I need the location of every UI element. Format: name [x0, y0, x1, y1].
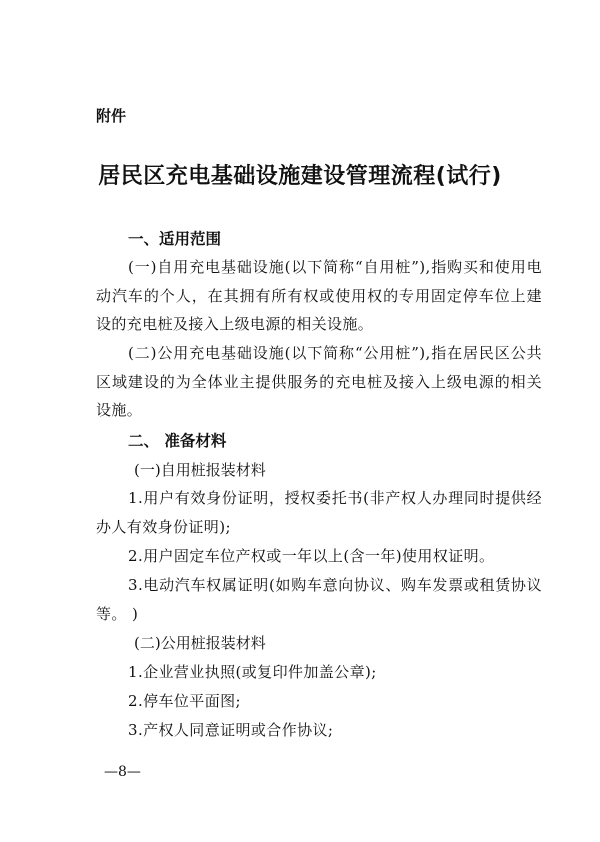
subheading-private-materials: (一)自用桩报装材料 — [134, 461, 266, 479]
attachment-label: 附件 — [96, 107, 127, 125]
list-item: 1.用户有效身份证明，授权委托书(非产权人办理同时提供经办人有效身份证明); — [96, 489, 542, 536]
list-item: 3.电动汽车权属证明(如购车意向协议、购车发票或租赁协议等。 ) — [96, 576, 542, 623]
page-number: —8— — [104, 764, 141, 780]
section-heading-materials: 二、 准备材料 — [128, 432, 227, 450]
list-item: 3.产权人同意证明或合作协议; — [128, 721, 334, 739]
paragraph-public-pile: (二)公用充电基础设施(以下简称“公用桩”),指在居民区公共区域建设的为全体业主提供服务的充电桩及接入上级电源的相关设施。 — [96, 344, 542, 420]
list-item: 2.用户固定车位产权或一年以上(含一年)使用权证明。 — [128, 547, 495, 565]
list-item: 1.企业营业执照(或复印件加盖公章); — [128, 663, 377, 681]
list-item: 2.停车位平面图; — [128, 692, 241, 710]
paragraph-private-pile: (一)自用充电基础设施(以下简称“自用桩”),指购买和使用电动汽车的个人，在其拥有所有权或使用权的专用固定停车位上建设的充电桩及接入上级电源的相关设施。 — [96, 258, 542, 334]
subheading-public-materials: (二)公用桩报装材料 — [134, 634, 266, 652]
document-title: 居民区充电基础设施建设管理流程(试行) — [98, 164, 502, 189]
section-heading-scope: 一、适用范围 — [128, 230, 222, 248]
